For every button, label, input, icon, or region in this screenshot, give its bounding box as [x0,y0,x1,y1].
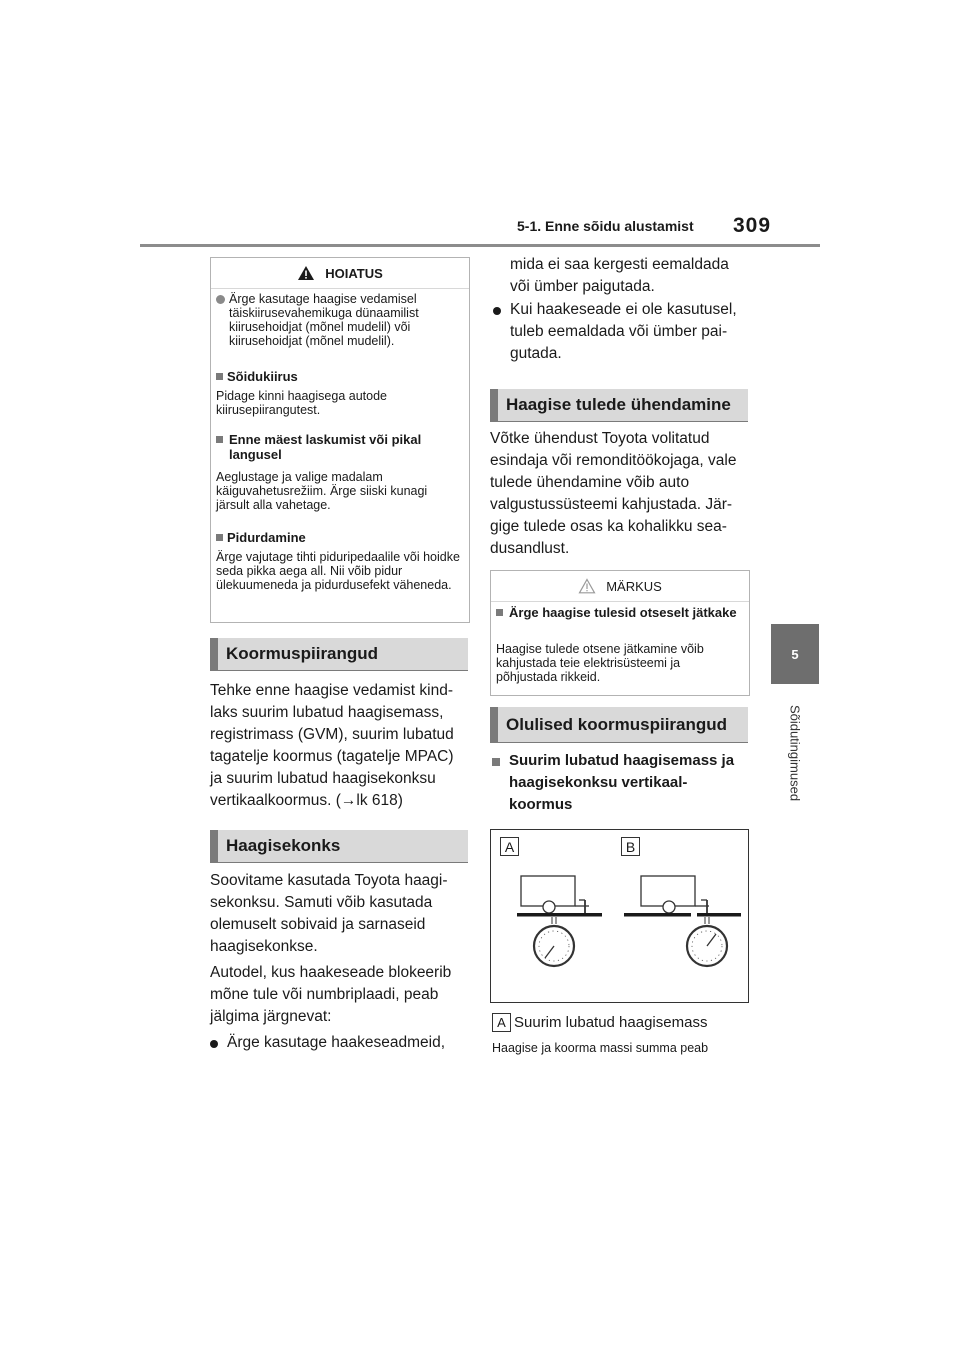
bullet-dot-icon [493,307,501,315]
subheading: Suurim lubatud haagisemass ja haagisekonksu vertikaal- koormus [492,750,748,816]
note-header [491,571,749,602]
trailer-scale-illustration [491,830,748,1002]
bullet-item: Ärge kasutage haakeseadmeid, [210,1032,468,1054]
header-rule [140,244,820,247]
section-heading: Haagise tulede ühendamine [490,389,748,422]
chapter-number: 5 [791,646,799,662]
note-box [490,570,750,696]
warning-header [211,258,469,289]
caption-text: Suurim lubatud haagisemass [514,1014,708,1031]
chapter-label-wrap [780,694,810,812]
note-text: Haagise tulede otsene jätkamine võib kahjustada teie elektrisüsteemi ja põhjustada rikkeid. [496,642,704,684]
warning-item-heading: Sõidukiirus [216,369,464,384]
bullet-item: Kui haakeseade ei ole kasutusel, tuleb eemaldada või ümber pai- gutada. [493,299,750,365]
body-paragraph: Võtke ühendust Toyota volitatud esindaja või remonditöökojaga, vale tulede ühendamine võib auto valgustussüsteemi kahjustada. Jär- gige tulede osas ka kohalikku sea- dusandlust. [490,430,737,557]
trailer-on-scale-b [624,876,741,966]
square-bullet-icon [496,609,503,616]
warning-item-text: Aeglustage ja valige madalam käiguvahetusrežiim. Ärge siiski kunagi järsult alla vahetage. [216,470,428,512]
warning-item-text: Ärge vajutage tihti piduripedaalile või hoidke seda pikka aega all. Nii võib pidur ülekuumeneda ja pidurdusefekt väheneda. [216,550,460,592]
caution-triangle-outline-icon [578,578,596,594]
warning-triangle-icon [297,265,315,281]
section-heading: Koormuspiirangud [210,638,468,671]
warning-intro-row [216,292,464,348]
page-number: 309 [733,214,772,237]
section-heading: Olulised koormuspiirangud [490,707,748,743]
figure-label-b: B [621,837,640,856]
chapter-tab [771,624,819,684]
bullet-continuation: mida ei saa kergesti eemaldada või ümber paigutada. [510,256,729,295]
body-paragraph: Tehke enne haagise vedamist kind- laks suurim lubatud haagisemass, registrimass (GVM), suurim lubatud tagatelje koormus (tagatelje MPAC) ja suurim lubatud haagisekonksu vertikaalkoormus. (→lk 618) [210,682,454,809]
square-bullet-icon [216,534,223,541]
bullet-dot-icon [216,295,225,304]
warning-item-text: Pidage kinni haagisega autode kiirusepiirangutest. [216,389,387,417]
square-bullet-icon [216,436,223,443]
note-title: MÄRKUS [606,578,662,594]
trailer-on-scale-a [517,876,602,966]
body-paragraph: Soovitame kasutada Toyota haagi- sekonksu. Samuti võib kasutada olemuselt sobivaid ja sarnaseid haagisekonkse. [210,872,448,955]
section-heading: Haagisekonks [210,830,468,863]
caption-subtext: Haagise ja koorma massi summa peab [492,1041,709,1055]
warning-title: HOIATUS [325,265,383,281]
bullet-dot-icon [210,1040,218,1048]
figure-label-a: A [500,837,519,856]
warning-box [210,257,470,623]
square-bullet-icon [216,373,223,380]
warning-item-heading: Enne mäest laskumist või pikal langusel [216,432,464,462]
section-title: 5-1. Enne sõidu alustamist [517,218,694,234]
caption-label: A [492,1013,511,1032]
trailer-weight-figure [490,829,749,1003]
note-heading: Ärge haagise tulesid otseselt jätkake [496,605,744,620]
chapter-label: Sõidutingimused [787,704,803,802]
square-bullet-icon [492,758,500,766]
warning-item-heading: Pidurdamine [216,530,464,545]
warning-intro: Ärge kasutage haagise vedamisel täiskiirusevahemikuga dünaamilist kiirusehoidjat (mõnel mudelil) või kiirusehoidjat (mõnel mudelil). [229,292,419,348]
body-paragraph: Autodel, kus haakeseade blokeerib mõne tule või numbriplaadi, peab jälgima järgnevat: [210,964,452,1025]
